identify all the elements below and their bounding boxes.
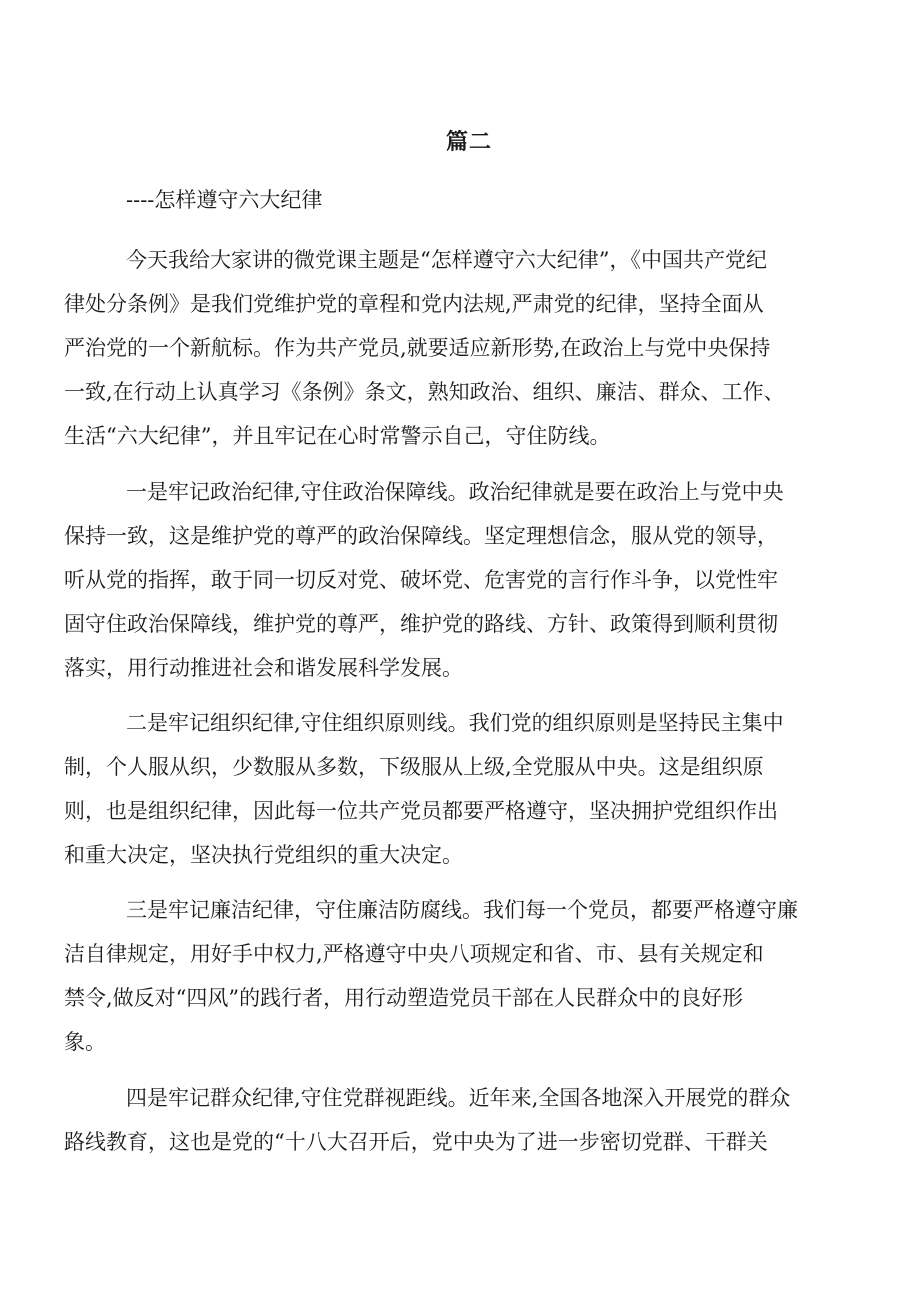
- document-title: 篇二: [445, 129, 492, 155]
- paragraph-line: 二是牢记组织纪律,守住组织原则线。我们党的组织原则是坚持民主集中: [126, 711, 784, 735]
- paragraph-line: 今天我给大家讲的微党课主题是“怎样遵守六大纪律”，《中国共产党纪: [126, 248, 767, 272]
- paragraph-line: 四是牢记群众纪律,守住党群视距线。近年来,全国各地深入开展党的群众: [126, 1086, 791, 1110]
- paragraph-line: 制，个人服从织，少数服从多数，下级服从上级,全党服从中央。这是组织原: [64, 755, 764, 779]
- paragraph-line: 三是牢记廉洁纪律，守住廉洁防腐线。我们每一个党员，都要严格遵守廉: [126, 898, 798, 922]
- paragraph-line: 固守住政治保障线，维护党的尊严，维护党的路线、方针、政策得到顺利贯彻: [64, 612, 778, 636]
- paragraph-line: 生活“六大纪律”，并且牢记在心时常警示自己，守住防线。: [64, 424, 611, 448]
- paragraph-line: 听从党的指挥，敢于同一切反对党、破坏党、危害党的言行作斗争，以党性牢: [64, 568, 778, 592]
- paragraph-line: 律处分条例》是我们党维护党的章程和党内法规,严肃党的纪律，坚持全面从: [64, 292, 764, 316]
- paragraph-line: 则，也是组织纪律，因此每一位共产党员都要严格遵守，坚决拥护党组织作出: [64, 799, 778, 823]
- paragraph-line: 严治党的一个新航标。作为共产党员,就要适应新形势,在政治上与党中央保持: [64, 336, 771, 360]
- document-subtitle: ----怎样遵守六大纪律: [126, 188, 323, 212]
- paragraph-line: 禁令,做反对“四风”的践行者，用行动塑造党员干部在人民群众中的良好形: [64, 986, 744, 1010]
- paragraph-line: 洁自律规定，用好手中权力,严格遵守中央八项规定和省、市、县有关规定和: [64, 942, 764, 966]
- paragraph-line: 象。: [64, 1030, 106, 1054]
- paragraph-line: 落实，用行动推进社会和谐发展科学发展。: [64, 656, 463, 680]
- paragraph-line: 路线教育，这也是党的“十八大召开后，党中央为了进一步密切党群、干群关: [64, 1130, 768, 1154]
- paragraph-line: 和重大决定，坚决执行党组织的重大决定。: [64, 843, 463, 867]
- paragraph-line: 一致,在行动上认真学习《条例》条文，熟知政治、组织、廉洁、群众、工作、: [64, 380, 785, 404]
- paragraph-line: 保持一致，这是维护党的尊严的政治保障线。坚定理想信念，服从党的领导，: [64, 524, 778, 548]
- paragraph-line: 一是牢记政治纪律,守住政治保障线。政治纪律就是要在政治上与党中央: [126, 480, 784, 504]
